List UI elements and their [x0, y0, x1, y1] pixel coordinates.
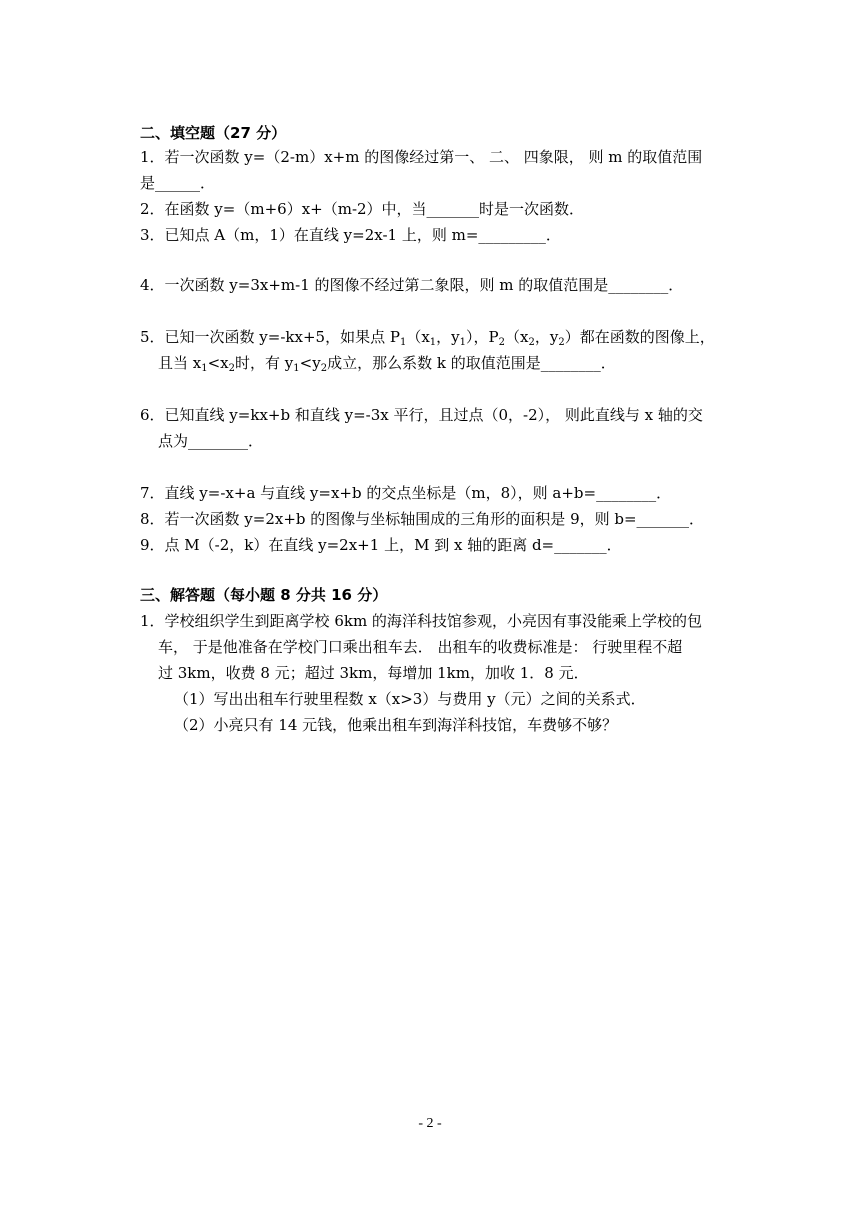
- section-heading-answer: 三、解答题（每小题 8 分共 16 分）: [140, 586, 388, 604]
- page-number: - 2 -: [418, 1116, 442, 1131]
- problem-1-part-2: （2）小亮只有 14 元钱，他乘出租车到海洋科技馆，车费够不够？: [174, 716, 618, 734]
- section-heading-fill-in: 二、填空题（27 分）: [140, 124, 287, 142]
- question-5-line-1: 5．已知一次函数 y=-kx+5，如果点 $P_1(x_1$，$y_1$），$P_2(x_2$，$y_2$）都在函数的图像上，: [140, 328, 715, 348]
- problem-1-line-2: 车， 于是他准备在学校门口乘出租车去． 出租车的收费标准是： 行驶里程不超: [158, 638, 683, 656]
- question-1-line-2: 是______．: [140, 174, 216, 192]
- question-5-line-2: 且当 $x_1<x_2$时，有 $y_1<y_2$成立，那么系数 k 的取值范围是________．: [158, 354, 616, 374]
- problem-1-line-1: 1．学校组织学生到距离学校 6km 的海洋科技馆参观，小亮因有事没能乘上学校的包: [140, 612, 702, 630]
- question-6-line-1: 6．已知直线 y=kx+b 和直线 y=-3x 平行，且过点（0，-2）， 则此直线与 x 轴的交: [140, 406, 703, 424]
- problem-1-part-1: （1）写出出租车行驶里程数 x（x>3）与费用 y（元）之间的关系式．: [174, 690, 646, 708]
- question-7: 7．直线 y=-x+a 与直线 y=x+b 的交点坐标是（m，8），则 a+b=________．: [140, 484, 672, 502]
- problem-1-line-3: 过 3km，收费 8 元；超过 3km，每增加 1km，加收 1．8 元．: [158, 664, 589, 682]
- question-9: 9．点 M（-2，k）在直线 y=2x+1 上，M 到 x 轴的距离 d=_______．: [140, 536, 622, 554]
- question-4: 4．一次函数 y=3x+m-1 的图像不经过第二象限，则 m 的取值范围是________．: [140, 276, 684, 294]
- question-1-line-1: 1．若一次函数 y=（2-m）x+m 的图像经过第一、 二、 四象限， 则 m 的取值范围: [140, 148, 703, 166]
- question-3: 3．已知点 A（m，1）在直线 y=2x-1 上，则 m=_________．: [140, 226, 561, 244]
- question-2: 2．在函数 y=（m+6）x+（m-2）中，当_______时是一次函数．: [140, 200, 585, 218]
- question-6-line-2: 点为________．: [158, 432, 264, 450]
- question-8: 8．若一次函数 y=2x+b 的图像与坐标轴围成的三角形的面积是 9，则 b=_______．: [140, 510, 705, 528]
